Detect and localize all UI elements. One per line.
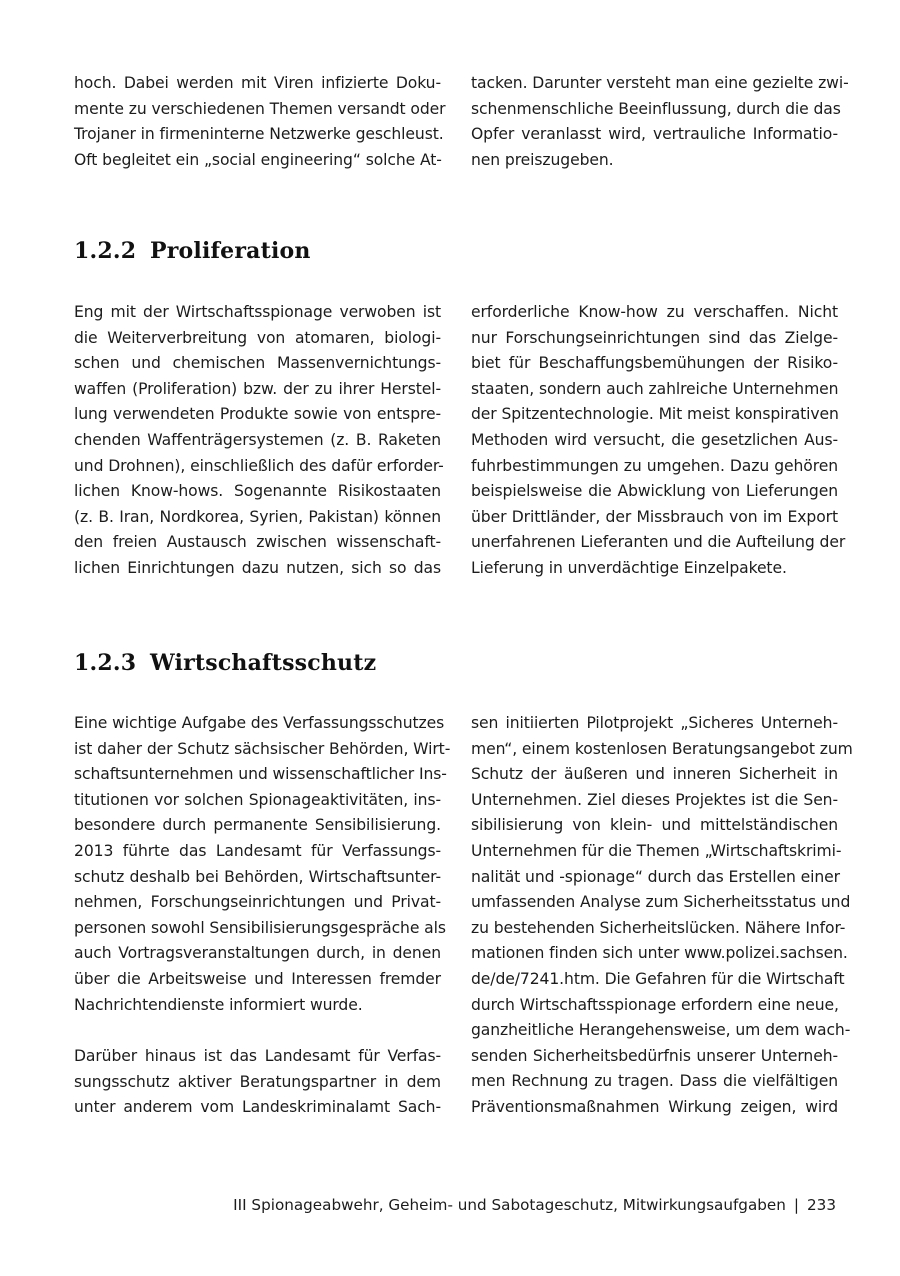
text-line: men“, einem kostenlosen Beratungsangebot zum bbox=[471, 739, 853, 758]
intro-left-column bbox=[74, 71, 446, 173]
text-line: Opfer veranlasst wird, vertrauliche Informatio- bbox=[471, 125, 838, 144]
proliferation-right-column bbox=[471, 300, 846, 582]
text-line: besondere durch permanente Sensibilisierung. bbox=[74, 816, 441, 835]
text-line: staaten, sondern auch zahlreiche Unternehmen bbox=[471, 379, 839, 398]
text-line: mente zu verschiedenen Themen versandt oder bbox=[74, 99, 446, 118]
text-line: personen sowohl Sensibilisierungsgespräche als bbox=[74, 918, 446, 937]
text-line: unerfahrenen Lieferanten und die Aufteilung der bbox=[471, 533, 846, 552]
text-line: Trojaner in firmeninterne Netzwerke geschleust. bbox=[74, 125, 444, 144]
text-line: über die Arbeitsweise und Interessen fremder bbox=[74, 969, 441, 988]
text-line: Nachrichtendienste informiert wurde. bbox=[74, 995, 363, 1014]
text-line: schutz deshalb bei Behörden, Wirtschaftsunter- bbox=[74, 867, 441, 886]
text-line: erforderliche Know-how zu verschaffen. Nicht bbox=[471, 303, 838, 321]
text-line: senden Sicherheitsbedürfnis unserer Unterneh- bbox=[471, 1046, 838, 1065]
text-line: nalität und -spionage“ durch das Erstellen einer bbox=[471, 867, 840, 886]
text-line: Eng mit der Wirtschaftsspionage verwoben ist bbox=[74, 303, 441, 321]
section-number: 1.2.3 bbox=[74, 650, 137, 676]
text-line: sungsschutz aktiver Beratungspartner in dem bbox=[74, 1072, 441, 1091]
text-line: Eine wichtige Aufgabe des Verfassungsschutzes bbox=[74, 714, 445, 732]
text-line: zu bestehenden Sicherheitslücken. Nähere Infor- bbox=[471, 918, 846, 937]
text-line: Oft begleitet ein „social engineering“ solche At- bbox=[74, 150, 442, 169]
text-line: lung verwendeten Produkte sowie von entspre- bbox=[74, 405, 441, 424]
text-line: Lieferung in unverdächtige Einzelpakete. bbox=[471, 558, 787, 577]
page-number: 233 bbox=[807, 1196, 836, 1214]
text-line: (z. B. Iran, Nordkorea, Syrien, Pakistan) können bbox=[74, 507, 441, 526]
text-line: schenmenschliche Beeinflussung, durch die das bbox=[471, 99, 841, 118]
text-line: Darüber hinaus ist das Landesamt für Verfas- bbox=[74, 1047, 441, 1065]
text-line: die Weiterverbreitung von atomaren, biologi- bbox=[74, 328, 441, 347]
text-line: nur Forschungseinrichtungen sind das Zielge- bbox=[471, 328, 838, 347]
text-line: beispielsweise die Abwicklung von Lieferungen bbox=[471, 482, 838, 501]
text-line: lichen Einrichtungen dazu nutzen, sich so das bbox=[74, 558, 441, 577]
text-line: über Drittländer, der Missbrauch von im Export bbox=[471, 507, 838, 526]
text-line: mationen finden sich unter www.polizei.sachsen. bbox=[471, 944, 848, 963]
section-title: Proliferation bbox=[150, 238, 311, 264]
text-line: tacken. Darunter versteht man eine gezielte zwi- bbox=[471, 74, 849, 92]
text-line: lichen Know-hows. Sogenannte Risikostaaten bbox=[74, 482, 441, 501]
wirtschaftsschutz-left-column-p1 bbox=[74, 711, 451, 1018]
text-line: und Drohnen), einschließlich des dafür erforder- bbox=[74, 456, 444, 475]
text-line: nen preiszugeben. bbox=[471, 150, 614, 169]
wirtschaftsschutz-right-column bbox=[471, 711, 853, 1121]
text-line: 2013 führte das Landesamt für Verfassungs- bbox=[74, 841, 441, 860]
text-line: waffen (Proliferation) bzw. der zu ihrer Herstel- bbox=[74, 379, 441, 398]
text-line: Unternehmen für die Themen „Wirtschaftskrimi- bbox=[471, 841, 842, 860]
text-line: Präventionsmaßnahmen Wirkung zeigen, wird bbox=[471, 1097, 838, 1116]
text-line: unter anderem vom Landeskriminalamt Sach- bbox=[74, 1098, 441, 1117]
intro-right-column bbox=[471, 71, 849, 173]
text-line: titutionen vor solchen Spionageaktivitäten, ins- bbox=[74, 790, 441, 809]
running-chapter-title: III Spionageabwehr, Geheim- und Sabotageschutz, Mitwirkungsaufgaben bbox=[233, 1196, 786, 1214]
page-footer bbox=[233, 1196, 836, 1214]
section-number: 1.2.2 bbox=[74, 238, 137, 264]
text-line: auch Vortragsveranstaltungen durch, in denen bbox=[74, 944, 441, 963]
text-line: Schutz der äußeren und inneren Sicherheit in bbox=[471, 765, 838, 784]
section-title: Wirtschaftsschutz bbox=[150, 650, 377, 676]
section-heading-wirtschaftsschutz bbox=[74, 650, 376, 676]
footer-separator: | bbox=[793, 1196, 799, 1214]
text-line: Unternehmen. Ziel dieses Projektes ist die Sen- bbox=[471, 790, 838, 809]
text-line: schen und chemischen Massenvernichtungs- bbox=[74, 354, 441, 373]
text-line: biet für Beschaffungsbemühungen der Risiko- bbox=[471, 354, 838, 373]
wirtschaftsschutz-left-column-p2 bbox=[74, 1044, 441, 1121]
text-line: hoch. Dabei werden mit Viren infizierte Doku- bbox=[74, 74, 441, 92]
text-line: fuhrbestimmungen zu umgehen. Dazu gehören bbox=[471, 456, 838, 475]
text-line: ist daher der Schutz sächsischer Behörden, Wirt- bbox=[74, 739, 451, 758]
section-heading-proliferation bbox=[74, 238, 311, 264]
text-line: nehmen, Forschungseinrichtungen und Privat- bbox=[74, 893, 441, 912]
proliferation-left-column bbox=[74, 300, 444, 582]
text-line: umfassenden Analyse zum Sicherheitsstatus und bbox=[471, 893, 851, 912]
text-line: durch Wirtschaftsspionage erfordern eine neue, bbox=[471, 995, 839, 1014]
text-line: sen initiierten Pilotprojekt „Sicheres Unterneh- bbox=[471, 714, 838, 732]
text-line: sibilisierung von klein- und mittelständischen bbox=[471, 816, 838, 835]
text-line: schaftsunternehmen und wissenschaftlicher Ins- bbox=[74, 765, 447, 784]
text-line: de/de/7241.htm. Die Gefahren für die Wirtschaft bbox=[471, 969, 845, 988]
text-line: chenden Waffenträgersystemen (z. B. Raketen bbox=[74, 430, 441, 449]
text-line: der Spitzentechnologie. Mit meist konspirativen bbox=[471, 405, 839, 424]
text-line: ganzheitliche Herangehensweise, um dem wach- bbox=[471, 1021, 851, 1040]
text-line: Methoden wird versucht, die gesetzlichen Aus- bbox=[471, 430, 838, 449]
text-line: men Rechnung zu tragen. Dass die vielfältigen bbox=[471, 1072, 838, 1091]
text-line: den freien Austausch zwischen wissenschaft- bbox=[74, 533, 441, 552]
